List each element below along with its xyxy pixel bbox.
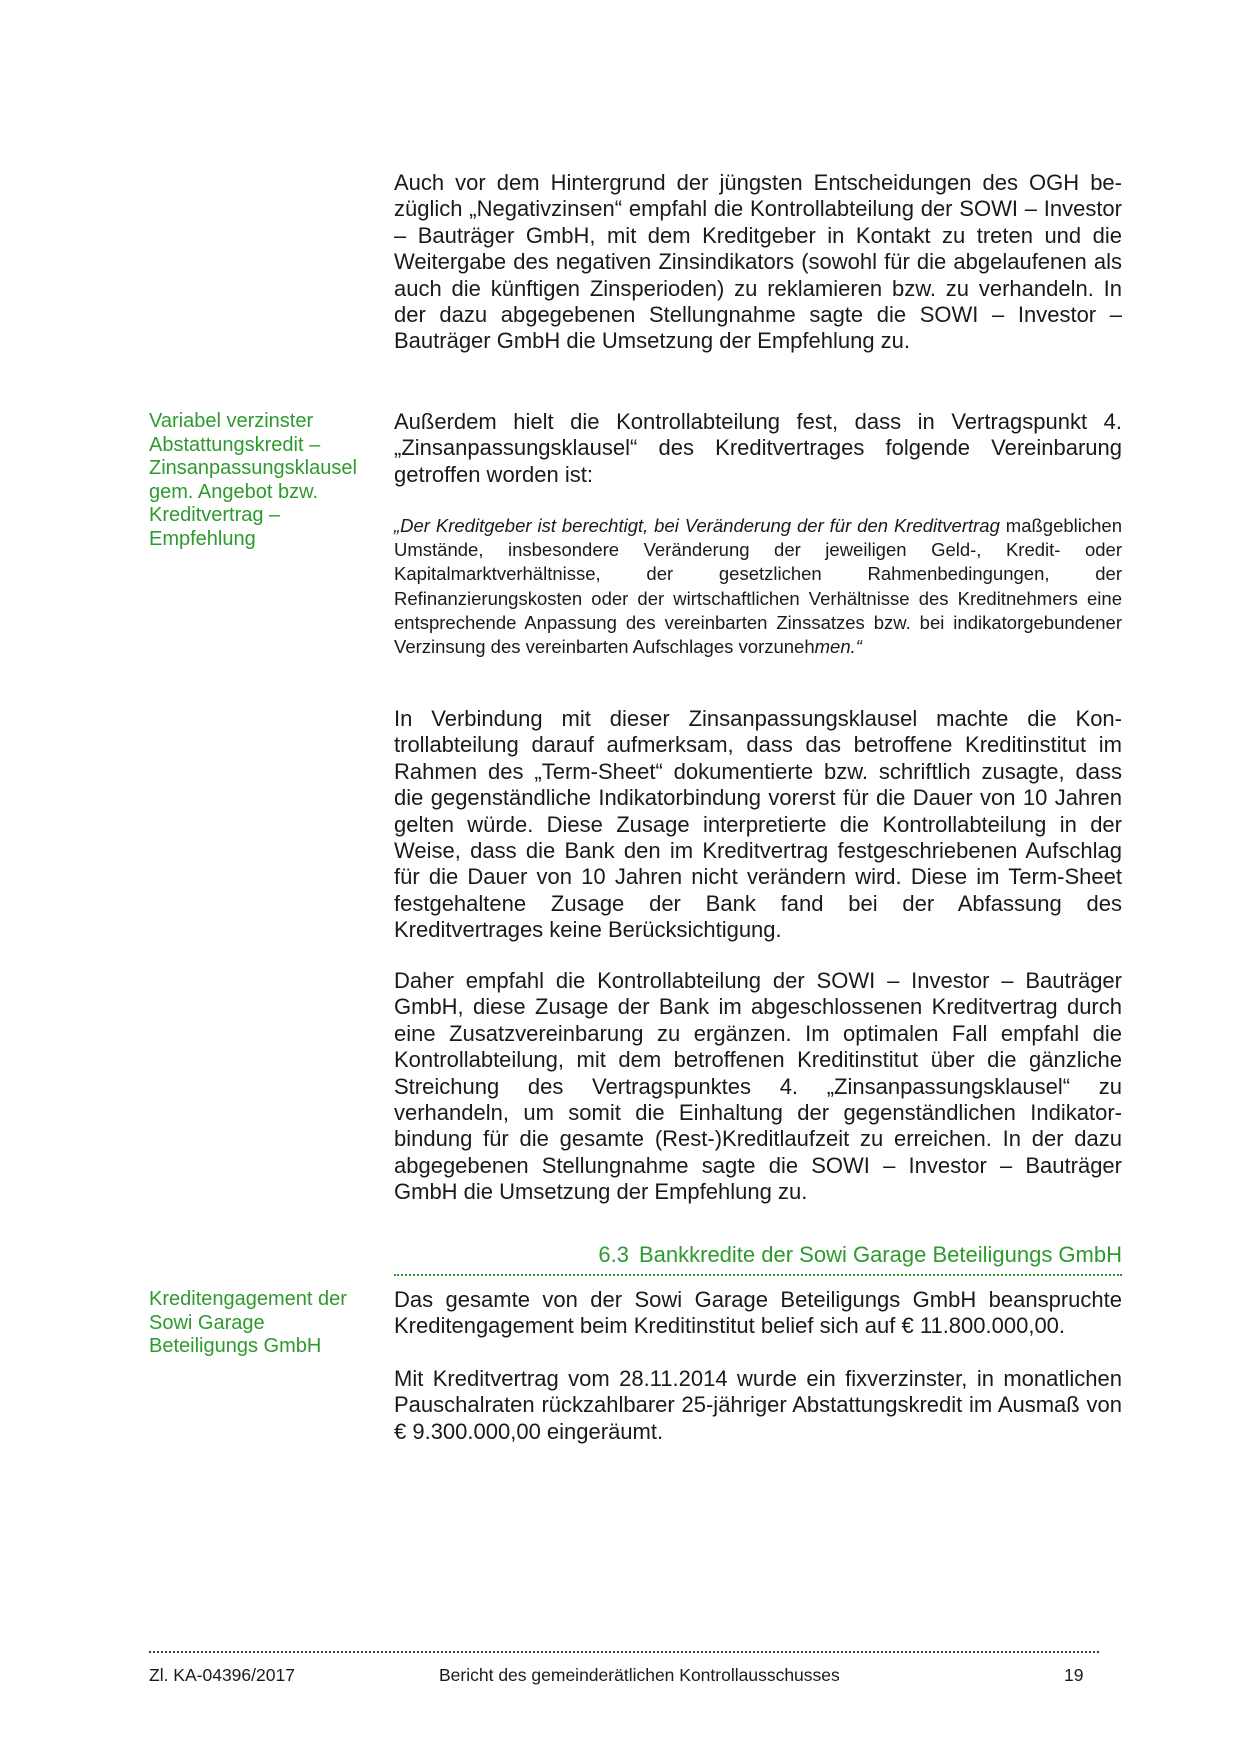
paragraph-kreditvertrag: Mit Kreditvertrag vom 28.11.2014 wurde ein fixverzinster, in monatlichen Pauschalraten rückzahlbarer 25-jähriger Abstattungskredit im Ausmaß von € 9.300.000,00 eingeräumt. <box>394 1366 1122 1444</box>
footer-divider <box>149 1651 1099 1653</box>
paragraph-ogh-negativzinsen: Auch vor dem Hintergrund der jüngsten Entscheidungen des OGH bezüglich „Negativzinsen“ empfahl die Kontrollabteilung der SOWI – Investor – Bauträger GmbH, mit dem Kreditgeber in Kontakt zu treten und die Weitergabe des negativen Zinsindikators (sowohl für die abgelaufenen als auch die künftigen Zinsperioden) zu reklamieren bzw. zu verhandeln. In der dazu abgegebenen Stellungnahme sagte die SOWI – Investor – Bauträger GmbH die Umsetzung der Empfehlung zu. <box>394 170 1122 354</box>
sidenote-kreditengagement: Kreditengagement der Sowi Garage Beteiligungs GmbH <box>149 1288 347 1357</box>
quote-body: maßgeblichen Umstände, insbesondere Veränderung der jeweiligen Geld-, Kredit- oder Kapitalmarktverhältnisse, der gesetzlichen Rahmenbedingungen, der Refinanzierungskosten oder der wirtschaftlichen Verhältnisse des Kreditnehmers eine entsprechende Anpassung des vereinbarten Zinssatzes bzw. bei indikatorgebundener Verzinsung des vereinbarten Aufschlages vorzuneh <box>394 515 1122 658</box>
paragraph-term-sheet: In Verbindung mit dieser Zinsanpassungsklausel machte die Kontrollabteilung darauf aufmerksam, dass das betroffene Kreditinstitut im Rahmen des „Term-Sheet“ dokumentierte bzw. schriftlich zusagte, dass die gegenständliche Indikatorbindung vorerst für die Dauer von 10 Jahren gelten würde. Diese Zusage interpretierte die Kontrollabteilung in der Weise, dass die Bank den im Kreditvertrag festgeschriebenen Aufschlag für die Dauer von 10 Jahren nicht verändern wird. Diese im Term-Sheet festgehaltene Zusage der Bank fand bei der Abfassung des Kreditvertrages keine Berücksichtigung. <box>394 706 1122 943</box>
quote-italic-start: „Der Kreditgeber ist berechtigt, bei Veränderung der für den Kreditvertrag <box>394 515 1000 536</box>
paragraph-zusatzvereinbarung: Daher empfahl die Kontrollabteilung der SOWI – Investor – Bauträger GmbH, diese Zusage der Bank im abgeschlossenen Kreditvertrag durch eine Zusatzvereinbarung zu ergänzen. Im optimalen Fall empfahl die Kontrollabteilung, mit dem betroffenen Kreditinstitut über die gänzliche Streichung des Vertragspunktes 4. „Zinsanpassungsklausel“ zu verhandeln, um somit die Einhaltung der gegenständlichen Indikatorbindung für die gesamte (Rest-)Kreditlaufzeit zu erreichen. In der dazu abgegebenen Stellungnahme sagte die SOWI – Investor – Bauträger GmbH die Umsetzung der Empfehlung zu. <box>394 968 1122 1205</box>
section-heading <box>394 1240 1122 1276</box>
footer-title: Bericht des gemeinderätlichen Kontrollausschusses <box>439 1665 840 1685</box>
section-number: 6.3 <box>598 1242 629 1267</box>
paragraph-vertragspunkt: Außerdem hielt die Kontrollabteilung fest, dass in Vertragspunkt 4. „Zinsanpassungsklausel“ des Kreditvertrages folgende Vereinbarung getroffen worden ist: <box>394 409 1122 487</box>
sidenote-zinsanpassungsklausel: Variabel verzinster Abstattungskredit – Zinsanpassungsklausel gem. Angebot bzw. Kreditvertrag – Empfehlung <box>149 410 357 550</box>
section-title: Bankkredite der Sowi Garage Beteiligungs GmbH <box>638 1242 1122 1267</box>
quote-zinsanpassungsklausel <box>394 514 1122 659</box>
footer-page-number: 19 <box>1064 1665 1084 1685</box>
paragraph-kreditengagement: Das gesamte von der Sowi Garage Beteiligungs GmbH beanspruchte Kreditengagement beim Kreditinstitut belief sich auf € 11.800.000,00. <box>394 1287 1122 1339</box>
quote-italic-end: men.“ <box>814 636 862 658</box>
footer-reference: Zl. KA-04396/2017 <box>149 1665 295 1685</box>
